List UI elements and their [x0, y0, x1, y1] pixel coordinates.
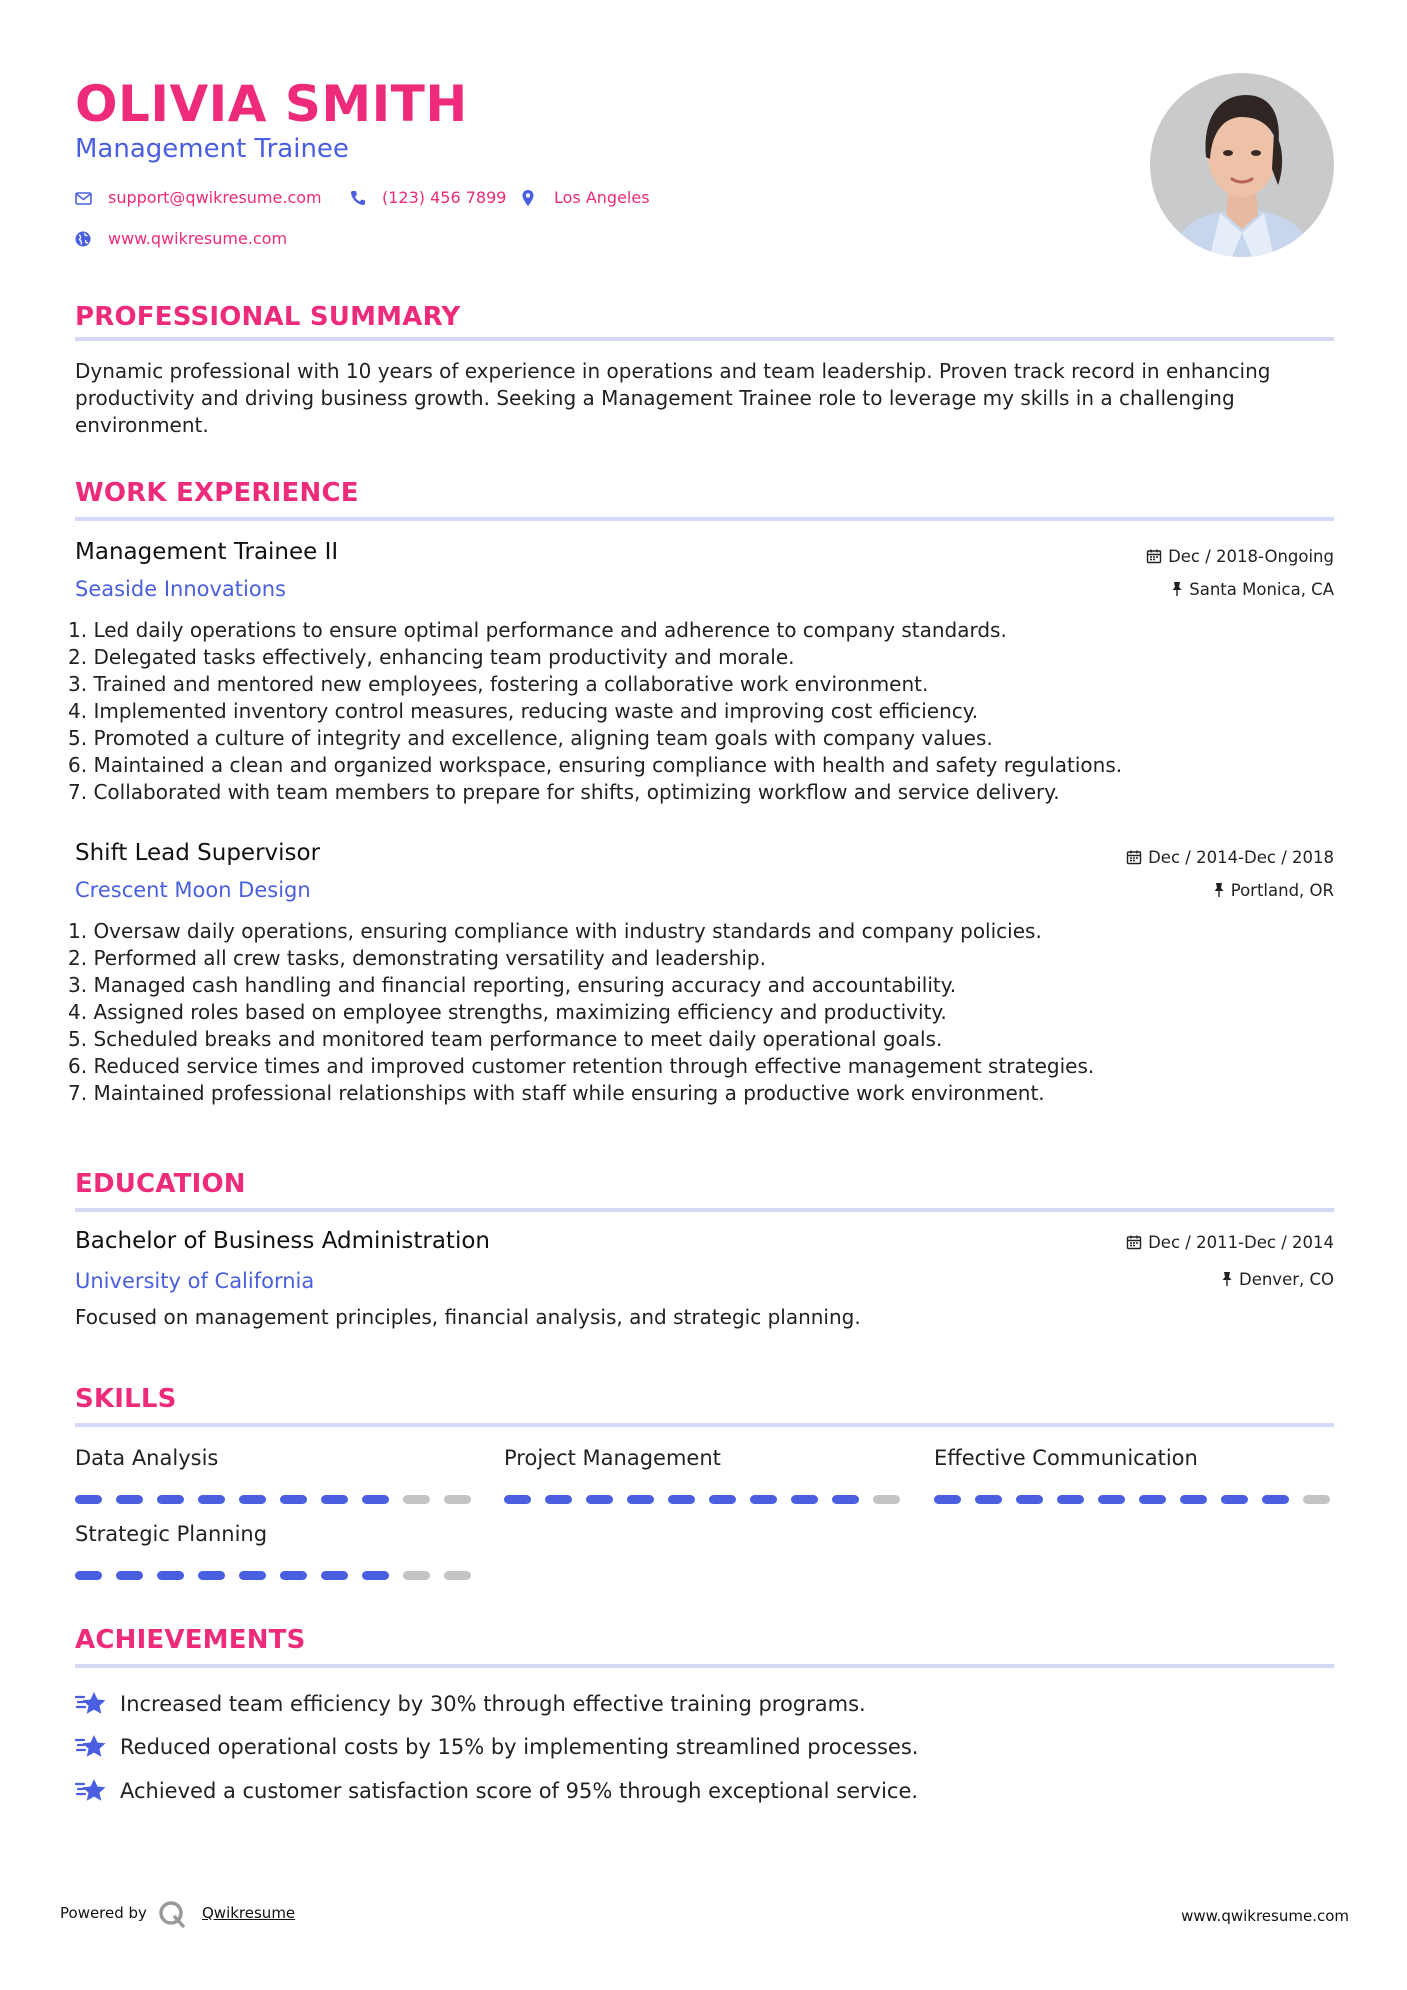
- section-divider: [75, 1423, 1334, 1427]
- qwikresume-brand-link[interactable]: Qwikresume: [202, 1904, 296, 1922]
- skill-segment-filled: [1098, 1495, 1125, 1504]
- skill-segment-filled: [504, 1495, 531, 1504]
- skill-segment-filled: [791, 1495, 818, 1504]
- skill-segment-filled: [750, 1495, 777, 1504]
- skill-segment-empty: [444, 1495, 471, 1504]
- skill-segment-filled: [668, 1495, 695, 1504]
- achievement-item: [75, 1688, 866, 1720]
- skill-segment-filled: [75, 1571, 102, 1580]
- education-dates-text: Dec / 2011-Dec / 2014: [1148, 1233, 1334, 1252]
- map-marker-icon: [518, 188, 538, 208]
- skill-name: Strategic Planning: [75, 1522, 268, 1546]
- skill-level-bar: [75, 1495, 471, 1504]
- job-bullets: [68, 918, 1334, 1107]
- phone-number: (123) 456 7899: [382, 188, 507, 207]
- education-description: Focused on management principles, financial analysis, and strategic planning.: [75, 1305, 861, 1329]
- education-location-text: Denver, CO: [1238, 1270, 1334, 1289]
- skill-segment-filled: [280, 1571, 307, 1580]
- list-item: 2. Delegated tasks effectively, enhancing team productivity and morale.: [68, 645, 795, 669]
- education-location: [1221, 1269, 1334, 1291]
- star-icon: [75, 1732, 107, 1762]
- skill-segment-filled: [116, 1571, 143, 1580]
- skill-segment-filled: [321, 1571, 348, 1580]
- list-item: 3. Trained and mentored new employees, fostering a collaborative work environment.: [68, 672, 929, 696]
- achievement-text: Achieved a customer satisfaction score of 95% through exceptional service.: [120, 1779, 919, 1803]
- skill-segment-filled: [832, 1495, 859, 1504]
- skill-segment-empty: [1303, 1495, 1330, 1504]
- globe-icon: [73, 229, 93, 249]
- summary-line: productivity and driving business growth. Seeking a Management Trainee role to leverage my skills in a challenging: [75, 386, 1235, 410]
- skill-name: Effective Communication: [934, 1446, 1198, 1470]
- company-name: Seaside Innovations: [75, 577, 286, 601]
- summary-heading: PROFESSIONAL SUMMARY: [75, 302, 461, 332]
- envelope-icon: [74, 188, 94, 208]
- star-icon: [75, 1689, 107, 1719]
- list-item: 4. Implemented inventory control measures, reducing waste and improving cost efficiency.: [68, 699, 979, 723]
- achievement-text: Increased team efficiency by 30% through effective training programs.: [120, 1692, 866, 1716]
- skill-segment-filled: [198, 1571, 225, 1580]
- company-name: Crescent Moon Design: [75, 878, 311, 902]
- section-divider: [75, 1664, 1334, 1668]
- skill-segment-filled: [1057, 1495, 1084, 1504]
- location-text: Los Angeles: [554, 188, 650, 207]
- calendar-icon: [1146, 548, 1162, 564]
- list-item: 5. Scheduled breaks and monitored team performance to meet daily operational goals.: [68, 1027, 943, 1051]
- list-item: 3. Managed cash handling and financial reporting, ensuring accuracy and accountability.: [68, 973, 957, 997]
- summary-line: Dynamic professional with 10 years of experience in operations and team leadership. Proven track record in enhancing: [75, 359, 1271, 383]
- skill-segment-filled: [586, 1495, 613, 1504]
- calendar-icon: [1126, 849, 1142, 865]
- section-divider: [75, 337, 1334, 341]
- job-dates-text: Dec / 2014-Dec / 2018: [1148, 848, 1334, 867]
- skill-segment-filled: [280, 1495, 307, 1504]
- job-dates: [1146, 546, 1334, 568]
- list-item: 2. Performed all crew tasks, demonstrating versatility and leadership.: [68, 946, 766, 970]
- phone-icon: [348, 188, 368, 208]
- skill-level-bar: [504, 1495, 900, 1504]
- skill-segment-filled: [1262, 1495, 1289, 1504]
- degree-title: Bachelor of Business Administration: [75, 1228, 490, 1254]
- skill-segment-filled: [157, 1495, 184, 1504]
- skill-segment-filled: [1221, 1495, 1248, 1504]
- skill-segment-filled: [75, 1495, 102, 1504]
- skill-level-bar: [934, 1495, 1330, 1504]
- achievement-text: Reduced operational costs by 15% by implementing streamlined processes.: [120, 1735, 919, 1759]
- job-title: Management Trainee II: [75, 539, 339, 565]
- job-dates: [1126, 847, 1334, 869]
- skill-segment-filled: [709, 1495, 736, 1504]
- skill-segment-filled: [116, 1495, 143, 1504]
- skill-segment-filled: [198, 1495, 225, 1504]
- summary-text: [75, 358, 1334, 439]
- skill-segment-filled: [934, 1495, 961, 1504]
- footer-website-link[interactable]: www.qwikresume.com: [1181, 1907, 1349, 1925]
- skill-segment-filled: [239, 1495, 266, 1504]
- job-dates-text: Dec / 2018-Ongoing: [1168, 547, 1334, 566]
- skill-segment-filled: [627, 1495, 654, 1504]
- skill-segment-filled: [362, 1495, 389, 1504]
- calendar-icon: [1126, 1234, 1142, 1250]
- candidate-title: Management Trainee: [75, 134, 349, 164]
- skill-segment-filled: [239, 1571, 266, 1580]
- education-heading: EDUCATION: [75, 1169, 246, 1199]
- skill-segment-filled: [545, 1495, 572, 1504]
- section-divider: [75, 1208, 1334, 1212]
- pushpin-icon: [1213, 882, 1225, 898]
- job-bullets: [68, 617, 1334, 806]
- list-item: 6. Maintained a clean and organized workspace, ensuring compliance with health and safety regulations.: [68, 753, 1123, 777]
- skill-segment-filled: [1180, 1495, 1207, 1504]
- website-link[interactable]: www.qwikresume.com: [108, 229, 288, 248]
- achievement-item: [75, 1731, 918, 1763]
- pushpin-icon: [1171, 581, 1183, 597]
- job-title: Shift Lead Supervisor: [75, 840, 321, 866]
- list-item: 5. Promoted a culture of integrity and excellence, aligning team goals with company values.: [68, 726, 993, 750]
- job-location: [1171, 579, 1334, 601]
- education-dates: [1126, 1232, 1334, 1254]
- skills-heading: SKILLS: [75, 1384, 177, 1414]
- skill-level-bar: [75, 1571, 471, 1580]
- profile-photo: [1150, 73, 1334, 257]
- job-location-text: Portland, OR: [1230, 881, 1334, 900]
- list-item: 7. Collaborated with team members to prepare for shifts, optimizing workflow and service delivery.: [68, 780, 1060, 804]
- list-item: 4. Assigned roles based on employee strengths, maximizing efficiency and productivity.: [68, 1000, 947, 1024]
- list-item: 1. Led daily operations to ensure optimal performance and adherence to company standards.: [68, 618, 1007, 642]
- section-divider: [75, 517, 1334, 521]
- list-item: 7. Maintained professional relationships with staff while ensuring a productive work environment.: [68, 1081, 1045, 1105]
- list-item: 1. Oversaw daily operations, ensuring compliance with industry standards and company policies.: [68, 919, 1042, 943]
- skill-name: Project Management: [504, 1446, 721, 1470]
- skill-segment-filled: [321, 1495, 348, 1504]
- skill-segment-empty: [403, 1571, 430, 1580]
- email-link[interactable]: support@qwikresume.com: [108, 188, 322, 207]
- achievements-heading: ACHIEVEMENTS: [75, 1625, 306, 1655]
- achievement-item: [75, 1775, 918, 1807]
- work-heading: WORK EXPERIENCE: [75, 478, 359, 508]
- candidate-name: OLIVIA SMITH: [75, 75, 468, 133]
- skill-segment-filled: [975, 1495, 1002, 1504]
- skill-segment-filled: [362, 1571, 389, 1580]
- list-item: 6. Reduced service times and improved customer retention through effective management strategies.: [68, 1054, 1095, 1078]
- job-location-text: Santa Monica, CA: [1189, 580, 1334, 599]
- summary-line: environment.: [75, 413, 209, 437]
- skill-name: Data Analysis: [75, 1446, 219, 1470]
- skill-segment-empty: [444, 1571, 471, 1580]
- job-location: [1213, 880, 1334, 902]
- powered-by-label: Powered by: [60, 1904, 147, 1922]
- pushpin-icon: [1221, 1271, 1233, 1287]
- school-name: University of California: [75, 1269, 315, 1293]
- star-icon: [75, 1776, 107, 1806]
- skill-segment-filled: [157, 1571, 184, 1580]
- skill-segment-filled: [1016, 1495, 1043, 1504]
- skill-segment-empty: [873, 1495, 900, 1504]
- qwikresume-logo-icon: [157, 1899, 187, 1929]
- skill-segment-empty: [403, 1495, 430, 1504]
- skill-segment-filled: [1139, 1495, 1166, 1504]
